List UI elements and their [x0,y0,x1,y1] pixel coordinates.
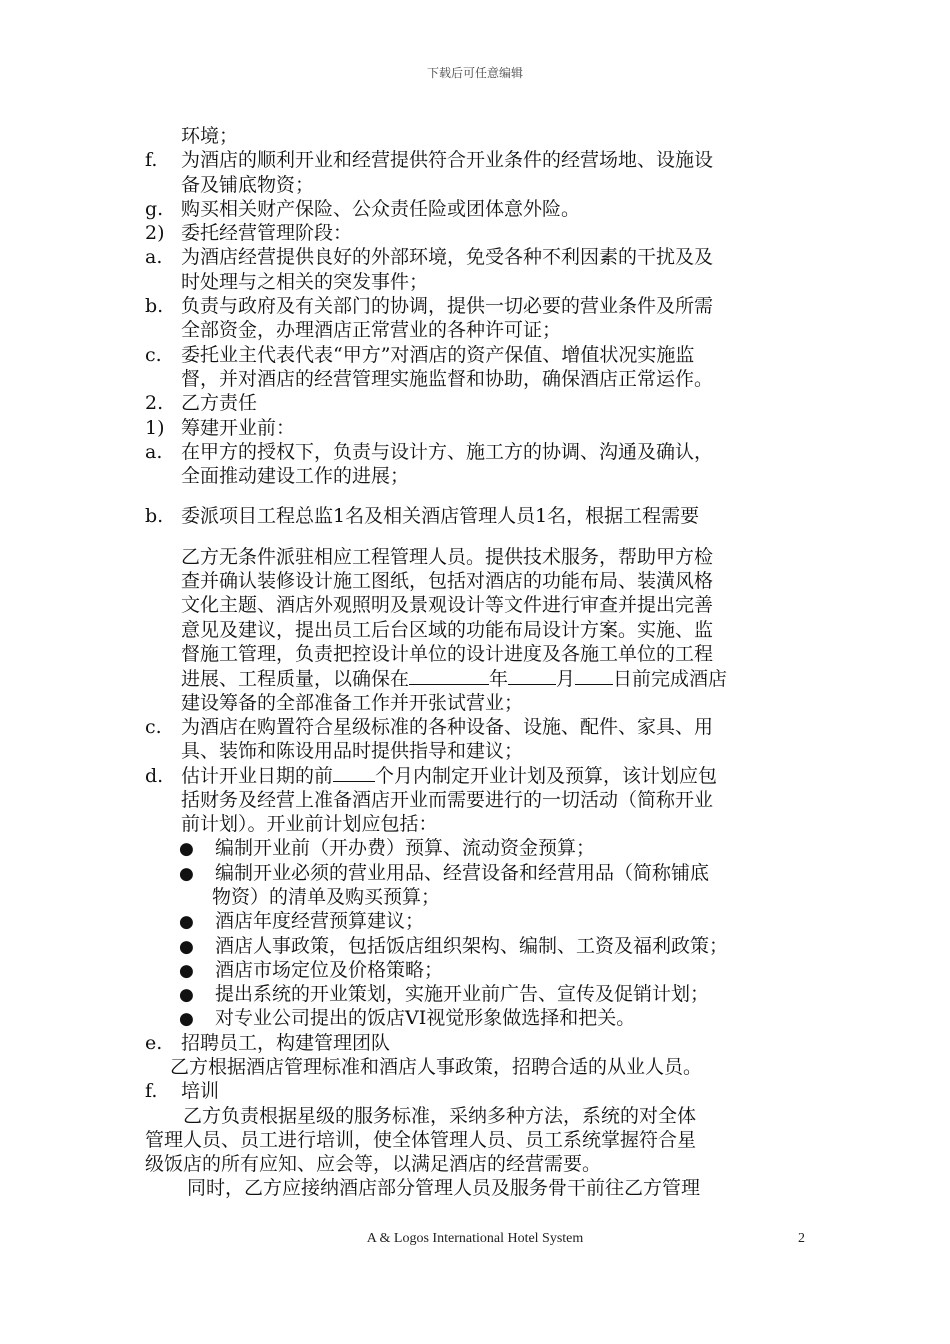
text-line: 督，并对酒店的经营管理实施监督和协助，确保酒店正常运作。 [181,367,714,390]
text-line: 乙方负责根据星级的服务标准，采纳多种方法，系统的对全体 [183,1104,697,1127]
list-label: d. [145,765,164,788]
text-line: 意见及建议，提出员工后台区域的功能布局设计方案。实施、监 [181,618,714,641]
bullet-icon: ● [179,912,194,933]
text-line: 乙方根据酒店管理标准和酒店人事政策，招聘合适的从业人员。 [170,1055,703,1078]
footer-text: A & Logos International Hotel System [366,1231,584,1246]
bullet-item [145,982,825,1006]
text-line: 编制开业必须的营业用品、经营设备和经营用品（简称铺底 [215,861,710,884]
text-line: 编制开业前（开办费）预算、流动资金预算； [215,837,596,860]
list-label: b. [145,295,164,318]
bullet-icon: ● [179,863,194,884]
text-line: 建设筹备的全部准备工作并开张试营业； [181,691,524,714]
text-line: 委派项目工程总监1名及相关酒店管理人员1名，根据工程需要 [181,505,700,528]
bullet-item [145,1006,825,1030]
text-line: 为酒店在购置符合星级标准的各种设备、设施、配件、家具、用 [181,715,714,738]
text-line: 括财务及经营上准备酒店开业而需要进行的一切活动（简称开业 [181,788,714,811]
list-item [145,504,825,528]
text-line: 全部资金，办理酒店正常营业的各种许可证； [181,319,562,342]
text-line: 时处理与之相关的突发事件； [181,270,429,293]
text-line: 乙方无条件派驻相应工程管理人员。提供技术服务，帮助甲方检 [181,545,714,568]
section-heading [145,416,825,440]
text-line: 为酒店经营提供良好的外部环境，免受各种不利因素的干扰及及 [181,246,714,269]
text-line: 提出系统的开业策划，实施开业前广告、宣传及促销计划； [215,983,710,1006]
list-label: f. [145,149,158,172]
list-item [145,1031,825,1055]
list-item [145,1079,825,1103]
text-segment: 进展、工程质量，以确保在 [181,668,410,691]
text-segment: 估计开业日期的前 [181,765,334,788]
text-line: 备及铺底物资； [181,173,315,196]
list-item [145,763,825,787]
list-label: b. [145,505,164,528]
bullet-icon: ● [179,985,194,1006]
text-line: 环境； [181,125,239,147]
text-segment: 月 [556,668,576,691]
list-item [145,148,825,172]
list-item [145,715,825,739]
list-label: g. [145,197,164,220]
text-segment: 个月内制定开业计划及预算，该计划应包 [375,765,718,788]
text-line: 查并确认装修设计施工图纸，包括对酒店的功能布局、装潢风格 [181,570,714,593]
bullet-item [145,909,825,933]
text-line: 筹建开业前： [181,416,296,439]
list-label: a. [145,246,163,269]
list-item [145,245,825,269]
list-label: a. [145,440,163,463]
list-label: f. [145,1080,158,1103]
list-label: c. [145,343,162,366]
bullet-icon: ● [179,1009,194,1030]
section-heading [145,221,825,245]
text-line: 文化主题、酒店外观照明及景观设计等文件进行审查并提出完善 [181,594,714,617]
text-line: 督施工管理，负责把控设计单位的设计进度及各施工单位的工程 [181,642,714,665]
page-header: 下载后可任意编辑 [426,66,523,80]
list-label: 2) [145,222,165,245]
list-label: c. [145,715,162,738]
text-line: 购买相关财产保险、公众责任险或团体意外险。 [181,197,581,220]
text-line: 委托业主代表代表“甲方”对酒店的资产保值、增值状况实施监 [181,343,695,366]
date-blank [409,666,489,685]
month-blank [333,763,375,782]
date-blank [508,666,556,685]
bullet-icon: ● [179,839,194,860]
section-heading [145,391,825,415]
bullet-item [145,958,825,982]
text-line: 物资）的清单及购买预算； [212,885,441,908]
list-item [145,343,825,367]
text-line: 酒店市场定位及价格策略； [215,958,444,981]
document-body [145,124,825,1201]
list-label: e. [145,1031,163,1054]
date-blank [575,666,613,685]
text-segment: 年 [489,668,509,691]
bullet-icon: ● [179,936,194,957]
bullet-item [145,934,825,958]
text-segment: 日前完成酒店 [613,668,728,691]
text-line: 前计划）。开业前计划应包括： [181,813,438,836]
text-line: 酒店年度经营预算建议； [215,910,425,933]
page-number: 2 [798,1231,805,1246]
text-line: 同时，乙方应接纳酒店部分管理人员及服务骨干前往乙方管理 [187,1177,701,1200]
text-line: 招聘员工，构建管理团队 [181,1031,391,1054]
text-line: 管理人员、员工进行培训，使全体管理人员、员工系统掌握符合星 [145,1128,697,1151]
text-line: 在甲方的授权下，负责与设计方、施工方的协调、沟通及确认， [181,440,714,463]
bullet-item [145,861,825,885]
text-line: 具、装饰和陈设用品时提供指导和建议； [181,740,524,763]
text-line: 委托经营管理阶段： [181,222,353,245]
list-label: 2. [145,392,164,415]
list-item [145,197,825,221]
text-line: 乙方责任 [181,392,258,415]
text-line: 级饭店的所有应知、应会等，以满足酒店的经营需要。 [145,1153,602,1176]
list-item [145,294,825,318]
text-line [145,666,825,690]
bullet-item [145,836,825,860]
text-line: 负责与政府及有关部门的协调，提供一切必要的营业条件及所需 [181,295,714,318]
text-line: 为酒店的顺利开业和经营提供符合开业条件的经营场地、设施设 [181,149,714,172]
text-line: 培训 [181,1080,220,1103]
list-item [145,440,825,464]
text-line: 酒店人事政策，包括饭店组织架构、编制、工资及福利政策； [215,934,729,957]
bullet-icon: ● [179,960,194,981]
text-line: 全面推动建设工作的进展； [181,465,410,488]
list-label: 1) [145,416,165,439]
text-line: 对专业公司提出的饭店VI视觉形象做选择和把关。 [215,1007,636,1030]
